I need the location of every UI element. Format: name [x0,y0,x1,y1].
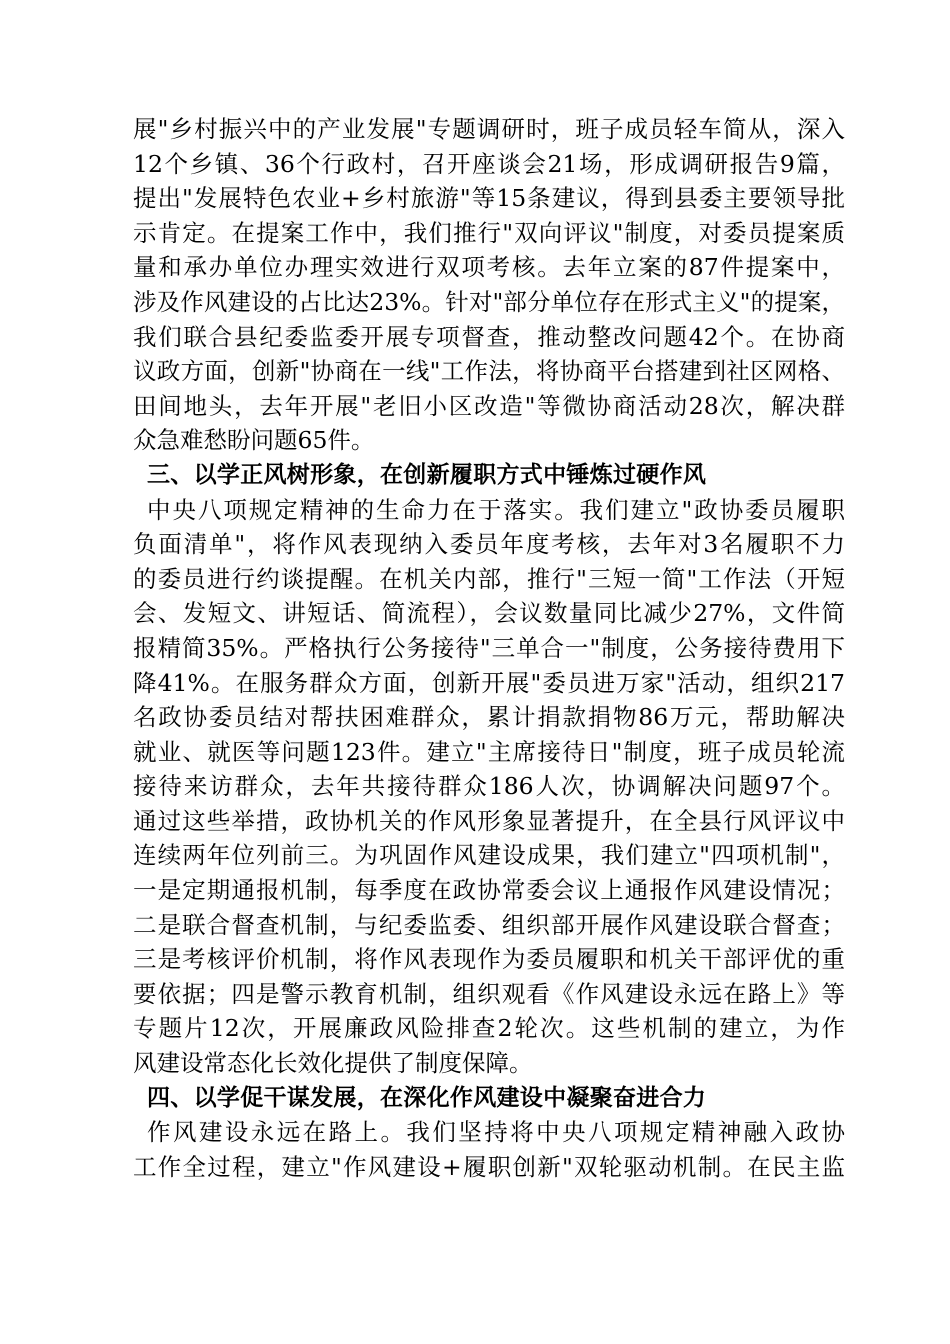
text-line: 量和承办单位办理实效进行双项考核。去年立案的87件提案中， [133,253,845,282]
text-line: 会、发短文、讲短话、简流程），会议数量同比减少27%，文件简 [133,599,845,628]
text-line: 提出"发展特色农业+乡村旅游"等15条建议，得到县委主要领导批 [133,184,845,213]
text-line: 展"乡村振兴中的产业发展"专题调研时，班子成员轻车简从，深入 [133,115,845,143]
text-line: 要依据；四是警示教育机制，组织观看《作风建设永远在路上》等 [133,979,845,1008]
text-line: 一是定期通报机制，每季度在政协常委会议上通报作风建设情况； [133,876,845,905]
text-line: 我们联合县纪委监委开展专项督查，推动整改问题42个。在协商 [133,322,845,351]
text-line: 12个乡镇、36个行政村，召开座谈会21场，形成调研报告9篇， [133,149,845,178]
paragraph-continued [133,112,845,458]
text-line: 议政方面，创新"协商在一线"工作法，将协商平台搭建到社区网格、 [133,357,845,386]
section-heading-4: 四、以学促干谋发展，在深化作风建设中凝聚奋进合力 [147,1084,707,1111]
text-line: 众急难愁盼问题65件。 [133,426,375,455]
paragraph-section-4 [133,1115,845,1184]
text-line: 报精简35%。严格执行公务接待"三单合一"制度，公务接待费用下 [133,633,845,662]
text-line: 的委员进行约谈提醒。在机关内部，推行"三短一简"工作法（开短 [133,564,845,593]
document-body [133,112,845,1184]
text-line: 连续两年位列前三。为巩固作风建设成果，我们建立"四项机制"， [133,841,845,870]
text-line: 专题片12次，开展廉政风险排查2轮次。这些机制的建立，为作 [133,1014,845,1043]
text-line: 工作全过程，建立"作风建设+履职创新"双轮驱动机制。在民主监 [133,1152,845,1181]
text-line: 就业、就医等问题123件。建立"主席接待日"制度，班子成员轮流 [133,737,845,766]
section-heading-3: 三、以学正风树形象，在创新履职方式中锤炼过硬作风 [147,461,707,488]
text-line: 作风建设永远在路上。我们坚持将中央八项规定精神融入政协 [147,1118,845,1147]
text-line: 二是联合督查机制，与纪委监委、组织部开展作风建设联合督查； [133,910,845,939]
paragraph-section-3 [133,493,845,1081]
text-line: 涉及作风建设的占比达23%。针对"部分单位存在形式主义"的提案， [133,287,845,316]
text-line: 示肯定。在提案工作中，我们推行"双向评议"制度，对委员提案质 [133,218,845,247]
text-line: 降41%。在服务群众方面，创新开展"委员进万家"活动，组织217 [133,668,845,697]
text-line: 通过这些举措，政协机关的作风形象显著提升，在全县行风评议中 [133,806,845,835]
text-line: 名政协委员结对帮扶困难群众，累计捐款捐物86万元，帮助解决 [133,703,845,732]
text-line: 中央八项规定精神的生命力在于落实。我们建立"政协委员履职 [147,495,845,524]
text-line: 三是考核评价机制，将作风表现作为委员履职和机关干部评优的重 [133,945,845,974]
text-line: 风建设常态化长效化提供了制度保障。 [133,1049,533,1078]
text-line: 田间地头，去年开展"老旧小区改造"等微协商活动28次，解决群 [133,391,845,420]
text-line: 负面清单"，将作风表现纳入委员年度考核，去年对3名履职不力 [133,530,845,559]
text-line: 接待来访群众，去年共接待群众186人次，协调解决问题97个。 [133,772,845,801]
